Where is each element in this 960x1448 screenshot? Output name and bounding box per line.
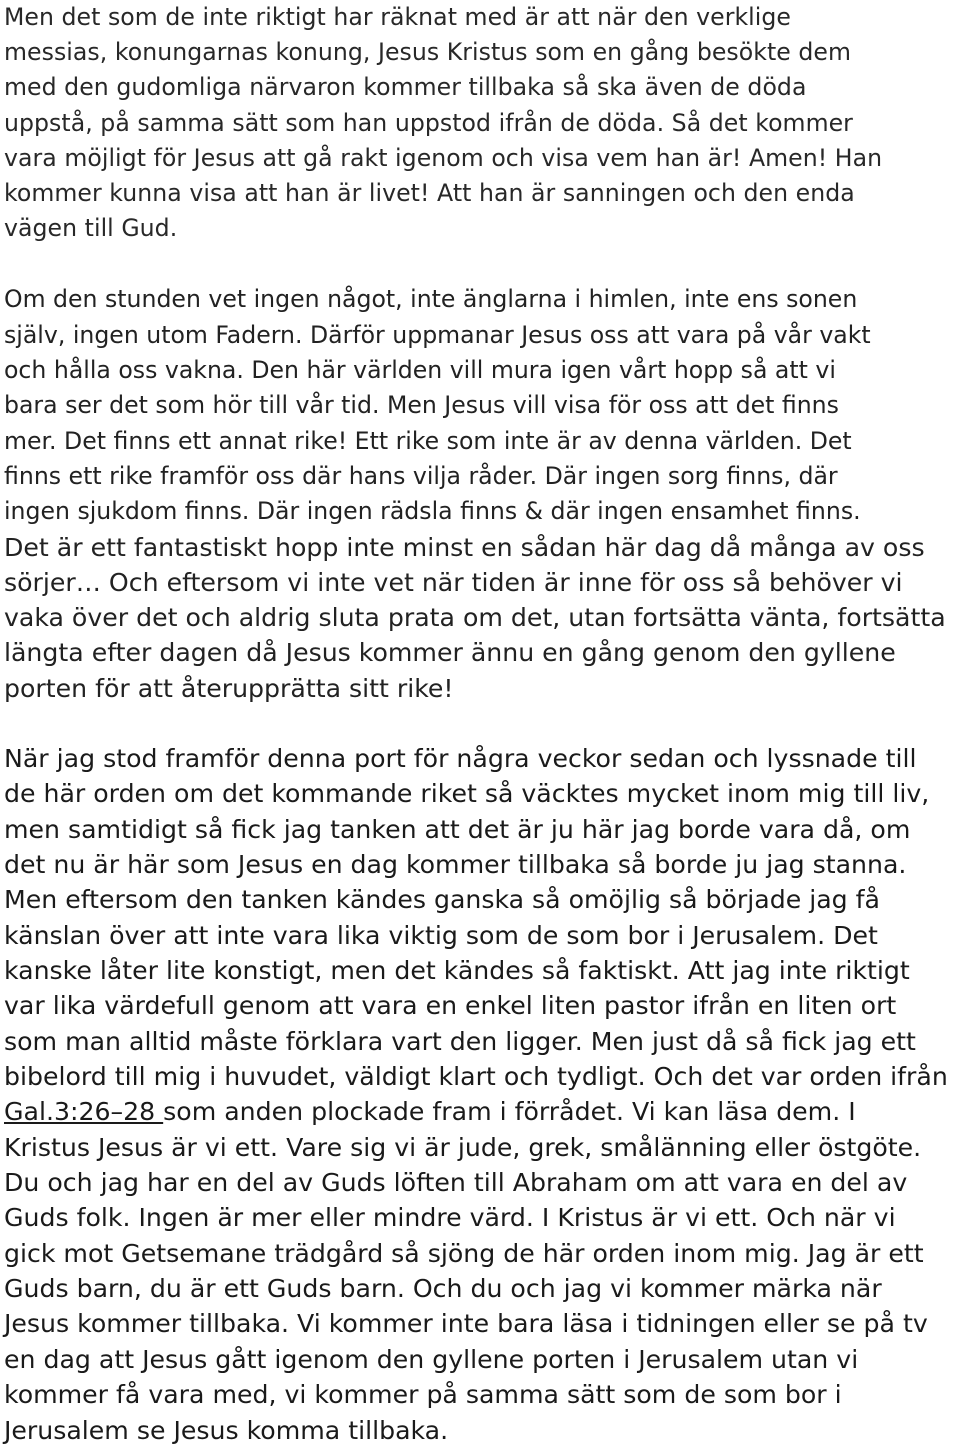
text-line: Jerusalem se Jesus komma tillbaka. — [4, 1415, 449, 1445]
text-line: uppstå, på samma sätt som han uppstod ifrån de döda. Så det kommer — [4, 108, 853, 137]
text-line: Men det som de inte riktigt har räknat med är att när den verklige — [4, 3, 791, 31]
text-line: känslan över att inte vara lika viktig som de som bor i Jerusalem. Det — [4, 920, 878, 950]
text-line: med den gudomliga närvaron kommer tillbaka så ska även de döda — [4, 73, 807, 102]
text-line: Om den stunden vet ingen något, inte änglarna i himlen, inte ens sonen — [4, 285, 858, 314]
text-line: bara ser det som hör till vår tid. Men Jesus vill visa för oss att det finns — [4, 391, 839, 420]
text-line: vaka över det och aldrig sluta prata om det, utan fortsätta vänta, fortsätta — [4, 603, 946, 633]
text-line: Guds folk. Ingen är mer eller mindre värd. I Kristus är vi ett. Och när vi — [4, 1203, 896, 1233]
text-line: mer. Det finns ett annat rike! Ett rike som inte är av denna världen. Det — [4, 426, 852, 455]
text-line: vägen till Gud. — [4, 214, 178, 243]
text-line: Du och jag har en del av Guds löften till Abraham om att vara en del av — [4, 1168, 908, 1198]
text-line: porten för att återupprätta sitt rike! — [4, 673, 454, 703]
text-line: det nu är här som Jesus en dag kommer tillbaka så borde ju jag stanna. — [4, 850, 907, 880]
text-line-with-reference — [4, 1094, 958, 1129]
document-body — [4, 0, 958, 1448]
text-line: som man alltid måste förklara vart den ligger. Men just då så fick jag ett — [4, 1026, 916, 1056]
text-line: kommer få vara med, vi kommer på samma sätt som de som bor i — [4, 1380, 842, 1410]
text-fragment: som anden plockade fram i förrådet. Vi kan läsa dem. I — [163, 1097, 856, 1127]
text-line: sörjer… Och eftersom vi inte vet när tiden är inne för oss så behöver vi — [4, 567, 903, 597]
text-line: längta efter dagen då Jesus kommer ännu en gång genom den gyllene — [4, 638, 896, 668]
text-line: ingen sjukdom finns. Där ingen rädsla finns & där ingen ensamhet finns. — [4, 497, 861, 526]
text-line: var lika värdefull genom att vara en enkel liten pastor ifrån en liten ort — [4, 991, 897, 1021]
text-line: en dag att Jesus gått igenom den gyllene porten i Jerusalem utan vi — [4, 1344, 859, 1374]
text-line: vara möjligt för Jesus att gå rakt igenom och visa vem han är! Amen! Han — [4, 143, 883, 172]
text-line: kommer kunna visa att han är livet! Att han är sanningen och den enda — [4, 179, 855, 208]
text-line: bibelord till mig i huvudet, väldigt klart och tydligt. Och det var orden ifrån — [4, 1062, 948, 1092]
text-line: Guds barn, du är ett Guds barn. Och du och jag vi kommer märka när — [4, 1274, 882, 1304]
text-line: Jesus kommer tillbaka. Vi kommer inte bara läsa i tidningen eller se på tv — [4, 1309, 928, 1339]
text-line: finns ett rike framför oss där hans vilja råder. Där ingen sorg finns, där — [4, 461, 838, 490]
text-line: själv, ingen utom Fadern. Därför uppmanar Jesus oss att vara på vår vakt — [4, 320, 871, 349]
paragraph-3 — [4, 741, 958, 1448]
text-line: Kristus Jesus är vi ett. Vare sig vi är jude, grek, smålänning eller östgöte. — [4, 1132, 922, 1162]
paragraph-2 — [4, 282, 958, 706]
text-line: de här orden om det kommande riket så väcktes mycket inom mig till liv, — [4, 779, 930, 809]
text-line: men samtidigt så fick jag tanken att det är ju här jag borde vara då, om — [4, 814, 911, 844]
bible-reference-link[interactable]: Gal.3:26–28 — [4, 1097, 164, 1127]
paragraph-1 — [4, 0, 958, 246]
text-line: och hålla oss vakna. Den här världen vill mura igen vårt hopp så att vi — [4, 356, 836, 385]
text-line: Det är ett fantastiskt hopp inte minst en sådan här dag då många av oss — [4, 532, 925, 562]
text-line: kanske låter lite konstigt, men det kändes så faktiskt. Att jag inte riktigt — [4, 956, 910, 986]
text-line: gick mot Getsemane trädgård så sjöng de här orden inom mig. Jag är ett — [4, 1238, 924, 1268]
text-line: När jag stod framför denna port för några veckor sedan och lyssnade till — [4, 743, 917, 773]
text-line: Men eftersom den tanken kändes ganska så omöjlig så började jag få — [4, 885, 880, 915]
text-line: messias, konungarnas konung, Jesus Kristus som en gång besökte dem — [4, 38, 852, 67]
